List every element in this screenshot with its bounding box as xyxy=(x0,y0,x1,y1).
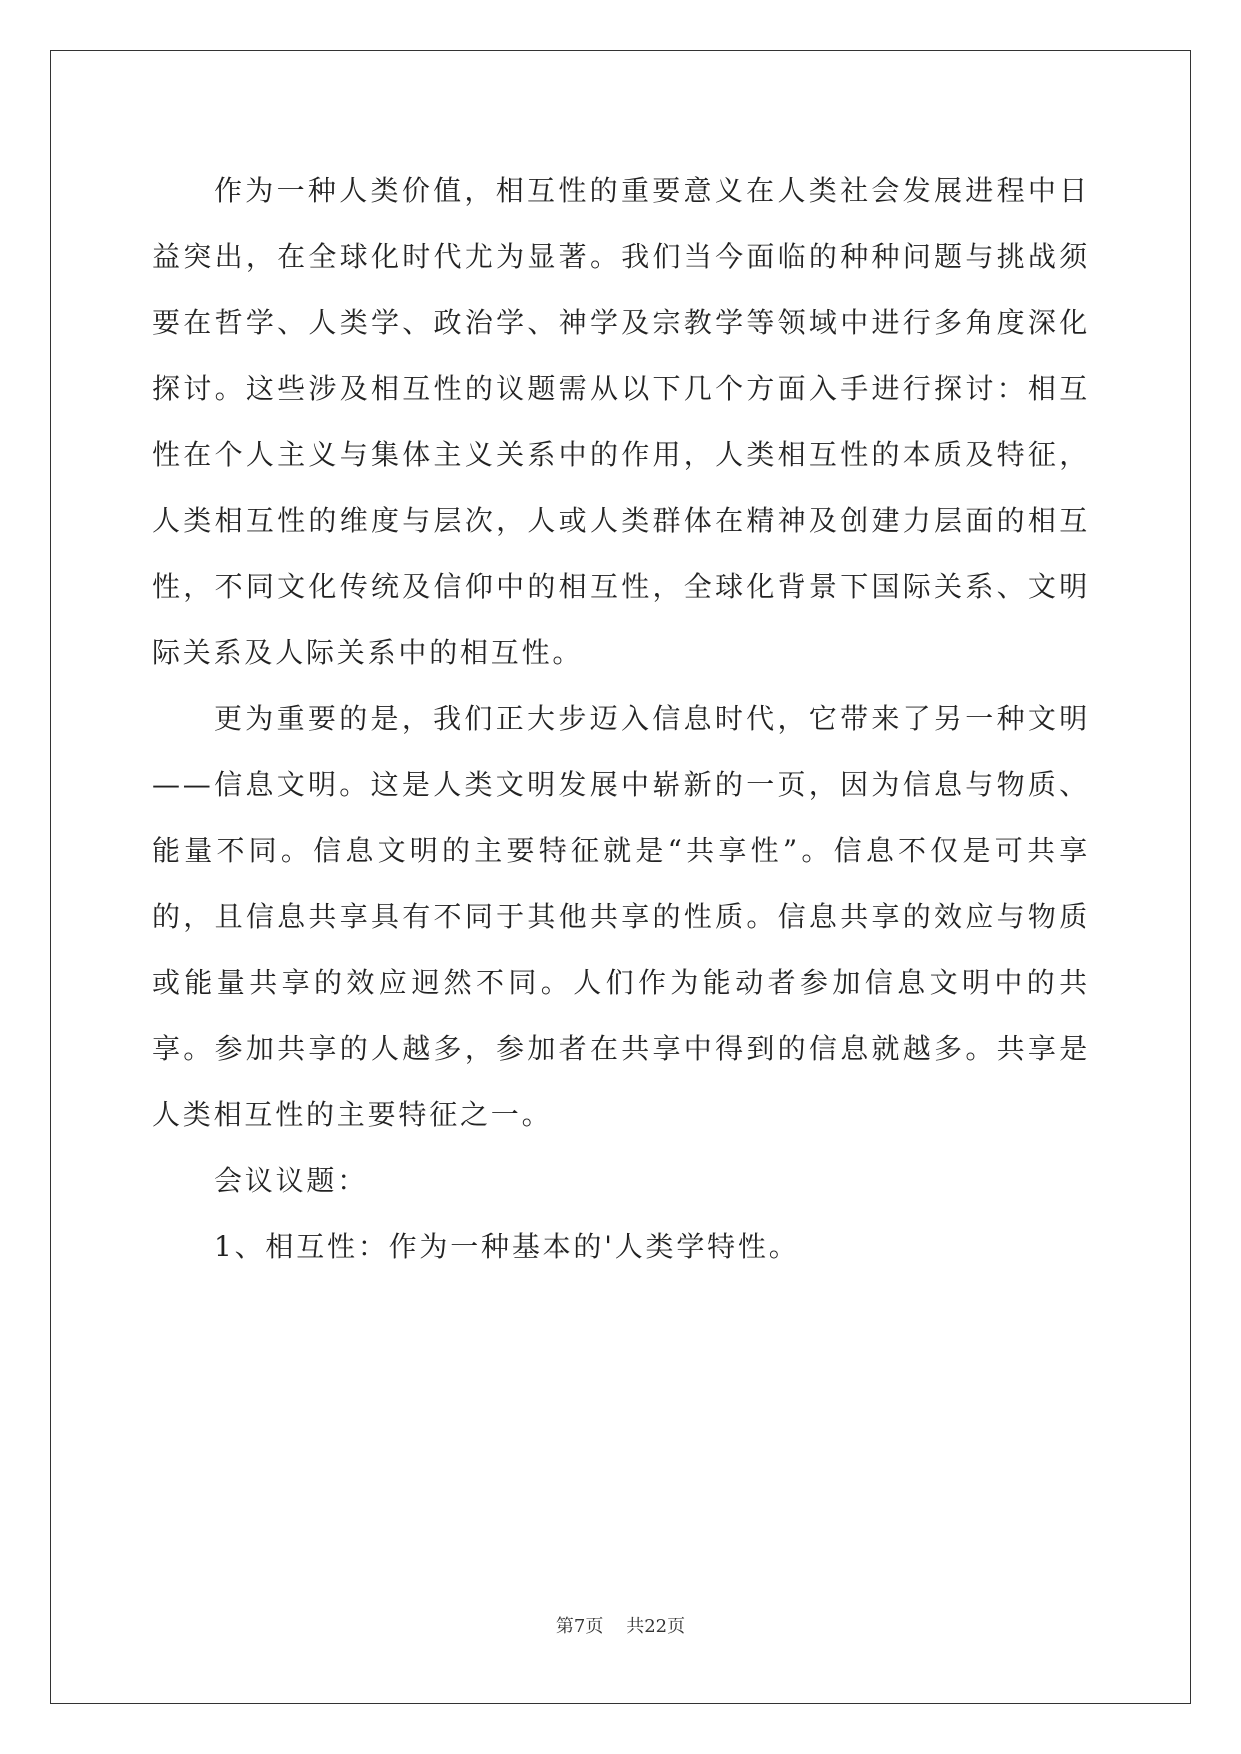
document-body xyxy=(152,158,1090,1280)
page-footer xyxy=(0,1612,1241,1638)
paragraph-conference-topics-heading: 会议议题： xyxy=(214,1164,369,1197)
paragraph-intro: 作为一种人类价值，相互性的重要意义在人类社会发展进程中日益突出，在全球化时代尤为显著。我们当今面临的种种问题与挑战须要在哲学、人类学、政治学、神学及宗教学等领域中进行多角度深化探讨。这些涉及相互性的议题需从以下几个方面入手进行探讨：相互性在个人主义与集体主义关系中的作用，人类相互性的本质及特征，人类相互性的维度与层次，人或人类群体在精神及创建力层面的相互性，不同文化传统及信仰中的相互性，全球化背景下国际关系、文明际关系及人际关系中的相互性。 xyxy=(152,174,1090,669)
paragraph-topic-1: 1、相互性：作为一种基本的'人类学特性。 xyxy=(214,1230,800,1263)
page-number: 第7页 共22页 xyxy=(555,1616,686,1637)
paragraph-information-civilization: 更为重要的是，我们正大步迈入信息时代，它带来了另一种文明——信息文明。这是人类文明发展中崭新的一页，因为信息与物质、能量不同。信息文明的主要特征就是“共享性”。信息不仅是可共享的，且信息共享具有不同于其他共享的性质。信息共享的效应与物质或能量共享的效应迥然不同。人们作为能动者参加信息文明中的共享。参加共享的人越多，参加者在共享中得到的信息就越多。共享是人类相互性的主要特征之一。 xyxy=(152,702,1090,1131)
